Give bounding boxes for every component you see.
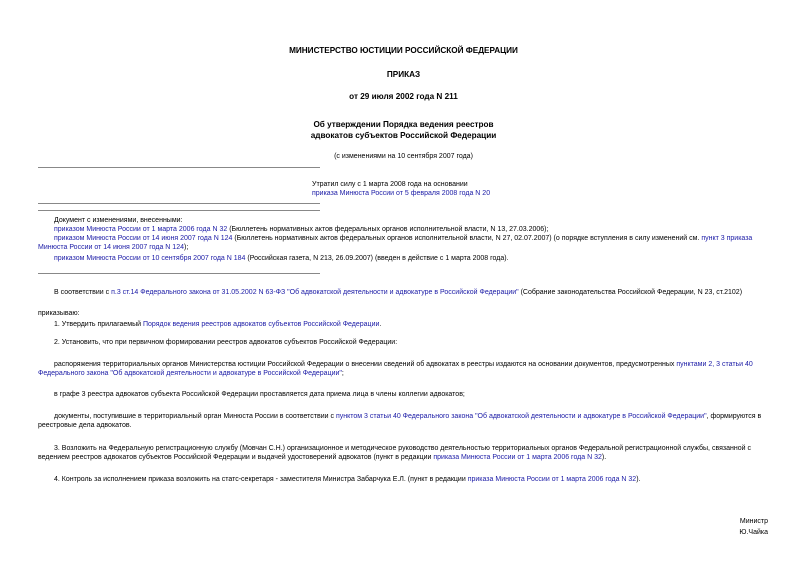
amendment-item: приказом Минюста России от 14 июня 2007 года N 124 (Бюллетень нормативных актов федеральных органов исполнительной власти, N 27, 02.07.2007) (о порядке вступления в силу изменений см. пункт 3 приказа Минюста России от 14 июня 2007 года N 124); [38,235,753,251]
title-line-2: адвокатов субъектов Российской Федерации [310,131,497,140]
title-line-1: Об утверждении Порядка ведения реестров [313,120,494,129]
item-2: 2. Установить, что при первичном формировании реестров адвокатов субъектов Российской Федерации: [54,339,398,346]
law-link[interactable]: п.3 ст.14 Федерального закона от 31.05.2002 N 63-ФЗ "Об адвокатской деятельности и адвокатуре в Российской Федерации" [111,289,519,296]
changes-note: (с изменениями на 10 сентября 2007 года) [334,153,473,160]
amendment-ref-link[interactable]: приказа Минюста России от 1 марта 2006 года N 32 [433,454,602,461]
repeal-notice [312,180,490,198]
ministry-heading: МИНИСТЕРСТВО ЮСТИЦИИ РОССИЙСКОЙ ФЕДЕРАЦИИ [289,46,518,55]
amendment-link[interactable]: приказом Минюста России от 1 марта 2006 года N 32 [54,226,228,233]
signature-name: Ю.Чайка [739,529,768,536]
preamble-paragraph: В соответствии с п.3 ст.14 Федерального закона от 31.05.2002 N 63-ФЗ "Об адвокатской деятельности и адвокатуре в Российской Федерации" (Собрание законодательства Российской Федерации, N 23, ст.2102) [54,289,743,296]
amendment-link[interactable]: пункт 3 приказа Минюста России от 14 июня 2007 года N 124 [38,235,753,251]
amendment-ref-link[interactable]: приказа Минюста России от 1 марта 2006 года N 32 [467,476,637,483]
amendments-intro: Документ с изменениями, внесенными: [54,217,183,224]
amendment-item: приказом Минюста России от 1 марта 2006 года N 32 (Бюллетень нормативных актов федеральных органов исполнительной власти, N 13, 27.03.2006); [54,226,549,233]
law-article-link[interactable]: пунктом 3 статьи 40 Федерального закона "Об адвокатской деятельности и адвокатуре в Российской Федерации" [335,413,707,420]
item-1: 1. Утвердить прилагаемый Порядок ведения реестров адвокатов субъектов Российской Федерации. [54,321,382,328]
law-article-link[interactable]: пунктами 2, 3 статьи 40 Федерального закона "Об адвокатской деятельности и адвокатуре в Российской Федерации" [38,361,753,377]
item-3: 3. Возложить на Федеральную регистрационную службу (Мовчан С.Н.) организационное и методическое руководство деятельностью территориальных органов Федеральной регистрационной службы, связанной с ведением реестров адвокатов субъектов Российской Федерации и выдачей удостоверений адвокатов (пункт в редакции приказа Минюста России от 1 марта 2006 года N 32). [38,445,751,461]
repeal-link[interactable]: приказа Минюста России от 5 февраля 2008 года N 20 [312,190,491,197]
procedure-link[interactable]: Порядок ведения реестров адвокатов субъектов Российской Федерации [142,321,380,328]
item-2-sub-2: в графе 3 реестра адвокатов субъекта Российской Федерации проставляется дата приема лица в члены коллегии адвокатов; [54,391,465,398]
order-word: приказываю: [38,310,80,317]
divider [38,203,320,204]
item-2-sub-3: документы, поступившие в территориальный орган Минюста России в соответствии с пунктом 3 статьи 40 Федерального закона "Об адвокатской деятельности и адвокатуре в Российской Федерации", формируются в реестровые дела адвокатов. [38,413,762,429]
amendment-item: приказом Минюста России от 10 сентября 2007 года N 184 (Российская газета, N 213, 26.09.2007) (введен в действие с 1 марта 2008 года). [54,255,509,262]
divider [38,210,320,211]
amendment-link[interactable]: приказом Минюста России от 10 сентября 2007 года N 184 [54,255,246,262]
item-4: 4. Контроль за исполнением приказа возложить на статс-секретаря - заместителя Министра Забарчука Е.Л. (пункт в редакции приказа Минюста России от 1 марта 2006 года N 32). [54,476,641,483]
item-2-sub-1: распоряжения территориальных органов Министерства юстиции Российской Федерации о внесении сведений об адвокатах в реестры издаются на основании документов, предусмотренных пунктами 2, 3 статьи 40 Федерального закона "Об адвокатской деятельности и адвокатуре в Российской Федерации"; [38,361,753,377]
amendments-block [38,216,768,263]
doc-type-heading: ПРИКАЗ [386,70,421,79]
divider [38,167,320,168]
signature-position: Министр [739,518,768,525]
date-number-heading: от 29 июля 2002 года N 211 [349,92,458,101]
amendment-link[interactable]: приказом Минюста России от 14 июня 2007 года N 124 [54,235,233,242]
repeal-text: Утратил силу с 1 марта 2008 года на основании [312,181,468,188]
divider [38,273,320,274]
